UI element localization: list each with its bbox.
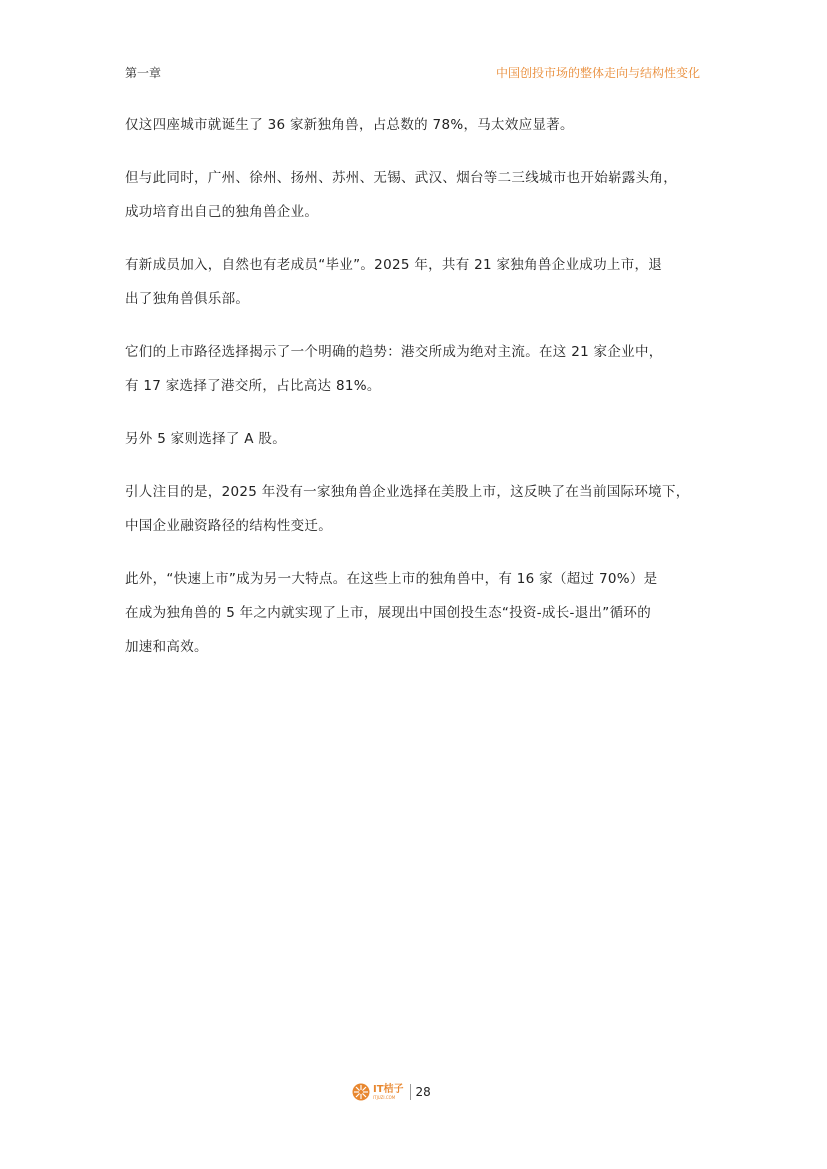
text-line: 中国企业融资路径的结构性变迁。 <box>125 518 332 534</box>
text-line: 成功培育出自己的独角兽企业。 <box>125 204 319 220</box>
text-line: 但与此同时，广州、徐州、扬州、苏州、无锡、武汉、烟台等二三线城市也开始崭露头角， <box>125 170 677 186</box>
text-line: 另外 5 家则选择了 A 股。 <box>125 431 286 447</box>
text-line: 在成为独角兽的 5 年之内就实现了上市，展现出中国创投生态“投资-成长-退出”循环的 <box>125 605 652 621</box>
brand-name: IT桔子 <box>373 1083 404 1095</box>
paragraph <box>125 335 703 403</box>
body-text <box>125 108 703 683</box>
text-line: 加速和高效。 <box>125 639 208 655</box>
section-title: 中国创投市场的整体走向与结构性变化 <box>495 66 700 80</box>
text-line: 有新成员加入，自然也有老成员“毕业”。2025 年，共有 21 家独角兽企业成功上市，退 <box>125 257 663 273</box>
text-line: 它们的上市路径选择揭示了一个明确的趋势：港交所成为绝对主流。在这 21 家企业中， <box>125 344 663 360</box>
text-line: 引人注目的是，2025 年没有一家独角兽企业选择在美股上市，这反映了在当前国际环境下， <box>125 484 690 500</box>
orange-slice-icon <box>352 1083 370 1101</box>
paragraph <box>125 475 703 543</box>
brand-logo <box>373 1085 404 1100</box>
paragraph <box>125 248 703 316</box>
text-line: 有 17 家选择了港交所，占比高达 81%。 <box>125 378 381 394</box>
paragraph <box>125 562 703 664</box>
paragraph <box>125 108 703 142</box>
chapter-label: 第一章 <box>125 66 162 80</box>
footer-divider <box>410 1084 411 1100</box>
text-line: 仅这四座城市就诞生了 36 家新独角兽，占总数的 78%，马太效应显著。 <box>125 117 574 133</box>
paragraph <box>125 161 703 229</box>
brand-url: ITJUZI.COM <box>373 1094 396 1100</box>
page-number: 28 <box>415 1085 431 1099</box>
text-line: 此外，“快速上市”成为另一大特点。在这些上市的独角兽中，有 16 家（超过 70%）是 <box>125 571 658 587</box>
text-line: 出了独角兽俱乐部。 <box>125 291 250 307</box>
paragraph <box>125 422 703 456</box>
page-footer <box>352 1082 431 1102</box>
